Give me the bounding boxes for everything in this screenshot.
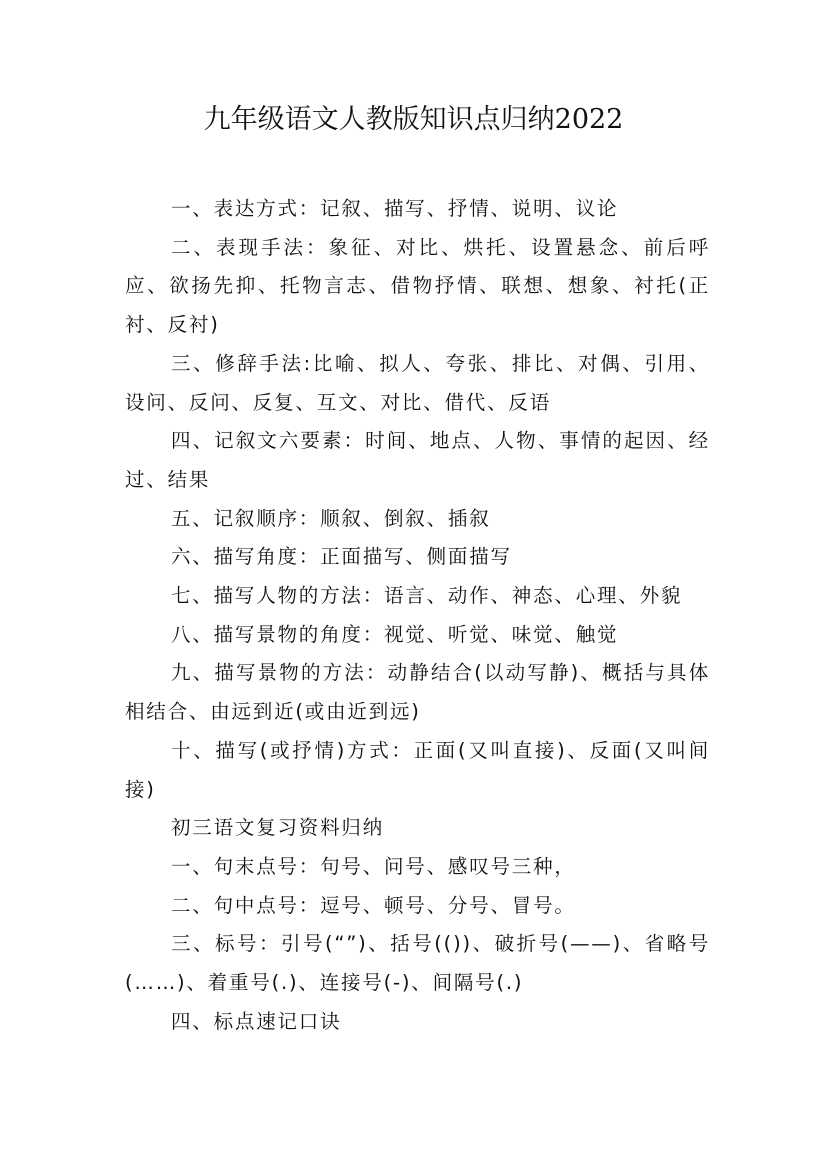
paragraph-marks: 三、标号：引号(“”)、括号(())、破折号(——)、省略号(……)、着重号(.)、连接号(-)、间隔号(.)	[125, 932, 710, 995]
section-heading-review: 初三语文复习资料归纳	[171, 816, 385, 840]
paragraph-narrative-order: 五、记叙顺序：顺叙、倒叙、插叙	[171, 506, 491, 530]
paragraph-techniques: 二、表现手法：象征、对比、烘托、设置悬念、前后呼应、欲扬先抑、托物言志、借物抒情、联想、想象、衬托(正衬、反衬)	[125, 235, 710, 337]
paragraph-rhetoric: 三、修辞手法:比喻、拟人、夸张、排比、对偶、引用、设问、反问、反复、互文、对比、借代、反语	[125, 351, 710, 414]
document-title: 九年级语文人教版知识点归纳2022	[203, 104, 624, 135]
paragraph-mnemonic-heading: 四、标点速记口诀	[171, 1009, 342, 1033]
document-body	[125, 190, 710, 1041]
paragraph-description-ways: 十、描写(或抒情)方式：正面(又叫直接)、反面(又叫间接)	[125, 738, 710, 801]
paragraph-expression-modes: 一、表达方式：记叙、描写、抒情、说明、议论	[171, 197, 619, 220]
paragraph-narrative-elements: 四、记叙文六要素：时间、地点、人物、事情的起因、经过、结果	[125, 429, 710, 491]
paragraph-scenery-methods: 九、描写景物的方法：动静结合(以动写静)、概括与具体相结合、由远到近(或由近到远)	[125, 661, 710, 724]
paragraph-description-angles: 六、描写角度：正面描写、侧面描写	[171, 545, 512, 569]
paragraph-mid-punctuation: 二、句中点号：逗号、顿号、分号、冒号。	[171, 893, 576, 917]
paragraph-end-punctuation: 一、句末点号：句号、问号、感叹号三种，	[171, 854, 576, 878]
paragraph-character-methods: 七、描写人物的方法：语言、动作、神态、心理、外貌	[171, 584, 683, 608]
paragraph-scenery-angles: 八、描写景物的角度：视觉、听觉、味觉、触觉	[171, 622, 619, 646]
